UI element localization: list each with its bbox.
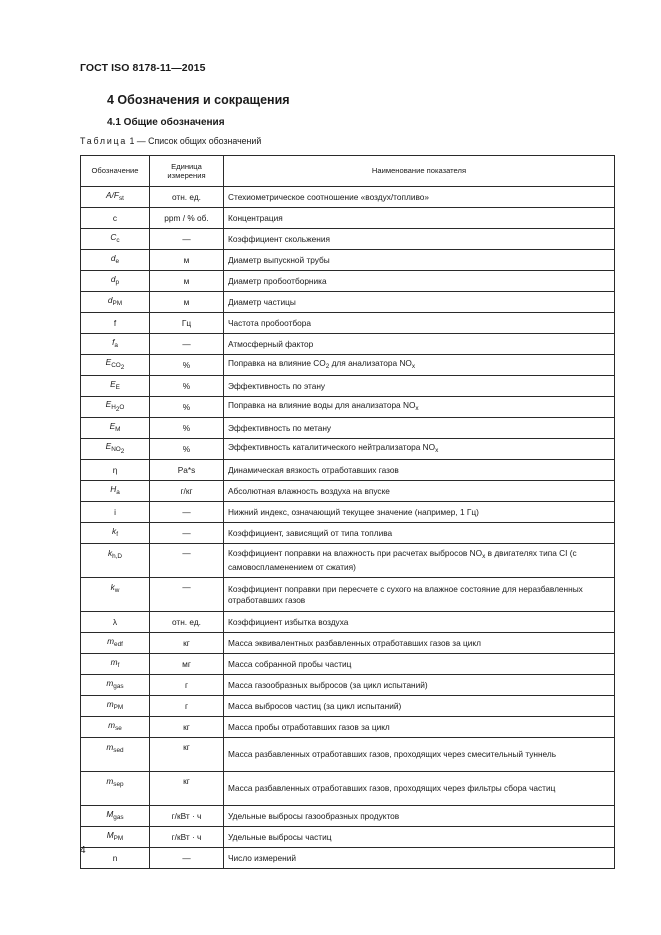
- symbol-base: k: [112, 526, 117, 537]
- table-row: [81, 772, 615, 806]
- table-header-row: [81, 156, 615, 187]
- symbol-cell: [81, 481, 150, 502]
- symbol-subscript: se: [115, 725, 122, 733]
- table-row: [81, 187, 615, 208]
- symbol-base: m: [106, 742, 114, 752]
- symbol-cell: [81, 654, 150, 675]
- name-cell: [224, 208, 615, 229]
- table-row: [81, 250, 615, 271]
- symbol-base: k: [110, 582, 115, 592]
- name-text: Поправка на влияние воды для анализатора NO: [228, 400, 416, 411]
- symbol-base: A/F: [106, 190, 119, 201]
- unit-cell: Pa*s: [150, 460, 224, 481]
- symbol-subsubscript: 2: [120, 448, 125, 456]
- unit-cell: %: [150, 439, 224, 460]
- symbols-table: [80, 155, 615, 869]
- symbol-base: M: [106, 830, 114, 841]
- table-row: [81, 208, 615, 229]
- symbol-base: E: [105, 357, 112, 368]
- unit-cell: —: [150, 544, 224, 578]
- symbol-subscript: PM: [113, 704, 124, 712]
- table-row: [81, 827, 615, 848]
- table-row: [81, 271, 615, 292]
- table-row: [81, 313, 615, 334]
- table-row: [81, 612, 615, 633]
- table-row: [81, 481, 615, 502]
- header-unit: Единица измерения: [150, 156, 224, 187]
- name-text: Частота пробоотбора: [228, 317, 311, 328]
- symbol-cell: [81, 460, 150, 481]
- unit-cell: кг: [150, 772, 224, 806]
- symbol-base: d: [107, 295, 113, 306]
- symbol-base: m: [106, 678, 114, 689]
- symbol-base: f: [112, 337, 115, 348]
- symbol-cell: [81, 848, 150, 869]
- table-row: [81, 675, 615, 696]
- name-text: Коэффициент избытка воздуха: [228, 616, 349, 627]
- section-title: 4 Обозначения и сокращения: [107, 93, 290, 107]
- unit-cell: —: [150, 578, 224, 612]
- name-text: Эффективность по этану: [228, 380, 326, 391]
- name-subscript: x: [482, 553, 486, 561]
- name-text: Удельные выбросы газообразных продуктов: [228, 810, 400, 821]
- name-text: Абсолютная влажность воздуха на впуске: [228, 485, 390, 496]
- symbol-base: λ: [112, 616, 118, 627]
- name-text: Удельные выбросы частиц: [228, 831, 332, 842]
- name-cell: [224, 654, 615, 675]
- symbol-base: c: [112, 212, 118, 223]
- symbol-cell: [81, 418, 150, 439]
- symbol-subsubscript: 2: [120, 364, 125, 372]
- name-cell: [224, 717, 615, 738]
- name-cell: [224, 334, 615, 355]
- symbol-base: E: [105, 441, 112, 452]
- symbol-subscript: sep: [113, 781, 124, 788]
- symbol-subscript: PM: [112, 300, 123, 308]
- name-cell: [224, 633, 615, 654]
- name-cell: [224, 806, 615, 827]
- symbol-subscript: E: [115, 384, 120, 392]
- symbol-subscript: M: [115, 426, 121, 434]
- symbol-base: η: [112, 464, 118, 475]
- name-cell: [224, 271, 615, 292]
- symbol-subscript: gas: [113, 814, 124, 822]
- symbol-cell: [81, 502, 150, 523]
- symbol-cell: [81, 271, 150, 292]
- name-cell: [224, 355, 615, 376]
- symbol-base: m: [107, 636, 115, 647]
- name-text: Коэффициент, зависящий от типа топлива: [228, 527, 393, 538]
- table-row: [81, 397, 615, 418]
- name-text: Поправка на влияние CO: [228, 358, 326, 369]
- name-text: Диаметр выпускной трубы: [228, 254, 330, 265]
- unit-cell: %: [150, 355, 224, 376]
- unit-cell: отн. ед.: [150, 612, 224, 633]
- symbol-subscript: NO2: [111, 446, 125, 456]
- symbol-base: m: [110, 657, 118, 668]
- unit-cell: %: [150, 418, 224, 439]
- symbol-base: E: [109, 421, 116, 432]
- name-cell: [224, 772, 615, 806]
- symbol-subscript: PM: [113, 835, 124, 843]
- name-cell: [224, 502, 615, 523]
- name-text: Коэффициент поправки при пересчете с сухого на влажное состояние для неразбавленных отработавших газов: [228, 583, 583, 605]
- table-row: [81, 806, 615, 827]
- name-cell: [224, 460, 615, 481]
- name-text: Масса разбавленных отработавших газов, проходящих через фильтры сбора частиц: [228, 783, 556, 794]
- name-cell: [224, 439, 615, 460]
- symbol-cell: [81, 334, 150, 355]
- symbol-cell: [81, 827, 150, 848]
- symbol-subscript: gas: [113, 683, 124, 691]
- name-cell: [224, 376, 615, 397]
- table-row: [81, 418, 615, 439]
- symbol-subscript: edf: [114, 641, 123, 649]
- symbol-cell: [81, 313, 150, 334]
- unit-cell: м: [150, 250, 224, 271]
- unit-cell: г: [150, 675, 224, 696]
- unit-cell: мг: [150, 654, 224, 675]
- name-text: Масса газообразных выбросов (за цикл испытаний): [228, 679, 428, 690]
- table-row: [81, 717, 615, 738]
- name-subscript: x: [435, 447, 439, 455]
- unit-cell: Гц: [150, 313, 224, 334]
- name-text: Масса эквивалентных разбавленных отработавших газов за цикл: [228, 637, 481, 648]
- name-cell: [224, 848, 615, 869]
- symbol-cell: [81, 292, 150, 313]
- symbol-cell: [81, 578, 150, 612]
- symbol-base: m: [108, 720, 116, 731]
- symbol-subscript: p: [115, 279, 120, 287]
- table-caption: [80, 136, 261, 146]
- name-cell: [224, 313, 615, 334]
- symbol-subscript: st: [118, 195, 124, 203]
- unit-cell: г: [150, 696, 224, 717]
- name-text: Коэффициент поправки на влажность при расчетах выбросов NO: [228, 548, 483, 559]
- symbol-cell: [81, 772, 150, 806]
- name-cell: [224, 229, 615, 250]
- unit-cell: —: [150, 229, 224, 250]
- table-row: [81, 523, 615, 544]
- symbol-base: E: [110, 379, 116, 390]
- symbol-base: d: [110, 253, 116, 264]
- symbol-base: f: [113, 317, 117, 328]
- name-cell: [224, 738, 615, 772]
- name-text: Эффективность по метану: [228, 422, 332, 433]
- symbol-cell: [81, 439, 150, 460]
- name-cell: [224, 827, 615, 848]
- table-row: [81, 376, 615, 397]
- name-text: Нижний индекс, означающий текущее значение (например, 1 Гц): [228, 506, 479, 517]
- table-row: [81, 848, 615, 869]
- name-cell: [224, 418, 615, 439]
- table-caption-word: Таблица: [80, 136, 128, 146]
- name-text: Масса пробы отработавших газов за цикл: [228, 721, 390, 732]
- name-text: Эффективность каталитического нейтрализатора NO: [228, 442, 436, 453]
- name-cell: [224, 292, 615, 313]
- symbol-cell: [81, 208, 150, 229]
- symbol-subscript: e: [115, 258, 120, 266]
- table-row: [81, 696, 615, 717]
- table-row: [81, 544, 615, 578]
- unit-cell: —: [150, 523, 224, 544]
- page-number: 4: [80, 845, 86, 856]
- symbol-cell: [81, 806, 150, 827]
- symbol-subscript: f: [117, 662, 120, 670]
- name-text: Атмосферный фактор: [228, 338, 314, 349]
- table-row: [81, 292, 615, 313]
- symbol-base: n: [112, 852, 118, 863]
- table-body: [81, 187, 615, 869]
- symbol-subscript: CO2: [111, 362, 125, 372]
- name-text: Масса выбросов частиц (за цикл испытаний): [228, 700, 402, 711]
- symbol-cell: [81, 738, 150, 772]
- symbol-subscript: w: [114, 587, 120, 594]
- symbol-base: i: [114, 506, 116, 517]
- symbol-cell: [81, 355, 150, 376]
- symbol-base: m: [106, 699, 114, 710]
- symbol-subscript: h,D: [112, 553, 123, 560]
- symbol-subscript: f: [116, 531, 118, 539]
- symbol-base: m: [106, 776, 114, 786]
- header-symbol: Обозначение: [81, 156, 150, 187]
- name-cell: [224, 250, 615, 271]
- symbol-cell: [81, 376, 150, 397]
- name-subscript: 2: [325, 363, 330, 371]
- table-row: [81, 460, 615, 481]
- symbol-subscript: a: [116, 489, 120, 497]
- symbol-subscript: a: [114, 342, 118, 350]
- table-row: [81, 633, 615, 654]
- unit-cell: г/кг: [150, 481, 224, 502]
- name-text: Масса собранной пробы частиц: [228, 658, 352, 669]
- name-cell: [224, 612, 615, 633]
- header-name: Наименование показателя: [224, 156, 615, 187]
- unit-cell: г/кВт · ч: [150, 806, 224, 827]
- unit-cell: г/кВт · ч: [150, 827, 224, 848]
- table-row: [81, 334, 615, 355]
- symbol-subscript: c: [116, 237, 120, 245]
- symbol-cell: [81, 523, 150, 544]
- table-row: [81, 578, 615, 612]
- name-cell: [224, 675, 615, 696]
- name-cell: [224, 523, 615, 544]
- name-subscript: x: [411, 363, 416, 371]
- unit-cell: %: [150, 376, 224, 397]
- symbol-cell: [81, 544, 150, 578]
- document-code: ГОСТ ISO 8178-11—2015: [80, 62, 206, 74]
- unit-cell: м: [150, 271, 224, 292]
- table-row: [81, 355, 615, 376]
- symbol-cell: [81, 633, 150, 654]
- name-cell: [224, 544, 615, 578]
- unit-cell: м: [150, 292, 224, 313]
- symbol-base: M: [106, 809, 114, 820]
- name-cell: [224, 397, 615, 418]
- name-text-tail: для анализатора NO: [329, 358, 412, 369]
- symbol-cell: [81, 696, 150, 717]
- name-text: Стехиометрическое соотношение «воздух/топливо»: [228, 191, 430, 202]
- unit-cell: —: [150, 502, 224, 523]
- name-text: Число измерений: [228, 852, 297, 863]
- symbol-cell: [81, 397, 150, 418]
- symbol-subscript-tail: O: [119, 404, 125, 412]
- table-row: [81, 229, 615, 250]
- symbol-base: E: [105, 399, 112, 410]
- unit-cell: —: [150, 848, 224, 869]
- symbol-subscript: sed: [113, 747, 124, 754]
- unit-cell: кг: [150, 738, 224, 772]
- name-cell: [224, 696, 615, 717]
- symbol-cell: [81, 717, 150, 738]
- name-subscript: x: [415, 405, 419, 413]
- name-cell: [224, 578, 615, 612]
- unit-cell: кг: [150, 717, 224, 738]
- name-text: Коэффициент скольжения: [228, 233, 330, 244]
- symbol-cell: [81, 250, 150, 271]
- table-row: [81, 654, 615, 675]
- symbol-base: k: [107, 548, 113, 558]
- unit-cell: ppm / % об.: [150, 208, 224, 229]
- name-text: Диаметр частицы: [228, 296, 296, 307]
- name-cell: [224, 481, 615, 502]
- name-text-tail: в двигателях типа CI (с самовоспламенением от сжатия): [228, 548, 577, 572]
- symbol-cell: [81, 612, 150, 633]
- subsection-title: 4.1 Общие обозначения: [107, 117, 225, 128]
- unit-cell: отн. ед.: [150, 187, 224, 208]
- symbol-base: d: [110, 274, 116, 285]
- unit-cell: —: [150, 334, 224, 355]
- table-caption-text: 1 — Список общих обозначений: [127, 136, 262, 146]
- name-text: Концентрация: [228, 212, 283, 223]
- symbol-subsubscript: 2: [115, 406, 120, 414]
- symbol-base: H: [110, 484, 117, 495]
- table-row: [81, 439, 615, 460]
- name-cell: [224, 187, 615, 208]
- table-row: [81, 738, 615, 772]
- symbol-subscript: H2O: [111, 404, 125, 414]
- symbol-cell: [81, 675, 150, 696]
- name-text: Диаметр пробоотборника: [228, 275, 327, 286]
- unit-cell: кг: [150, 633, 224, 654]
- symbol-cell: [81, 187, 150, 208]
- symbol-base: C: [110, 232, 117, 243]
- name-text: Динамическая вязкость отработавших газов: [228, 464, 399, 475]
- symbol-cell: [81, 229, 150, 250]
- name-text: Масса разбавленных отработавших газов, проходящих через смесительный туннель: [228, 749, 557, 760]
- table-row: [81, 502, 615, 523]
- unit-cell: %: [150, 397, 224, 418]
